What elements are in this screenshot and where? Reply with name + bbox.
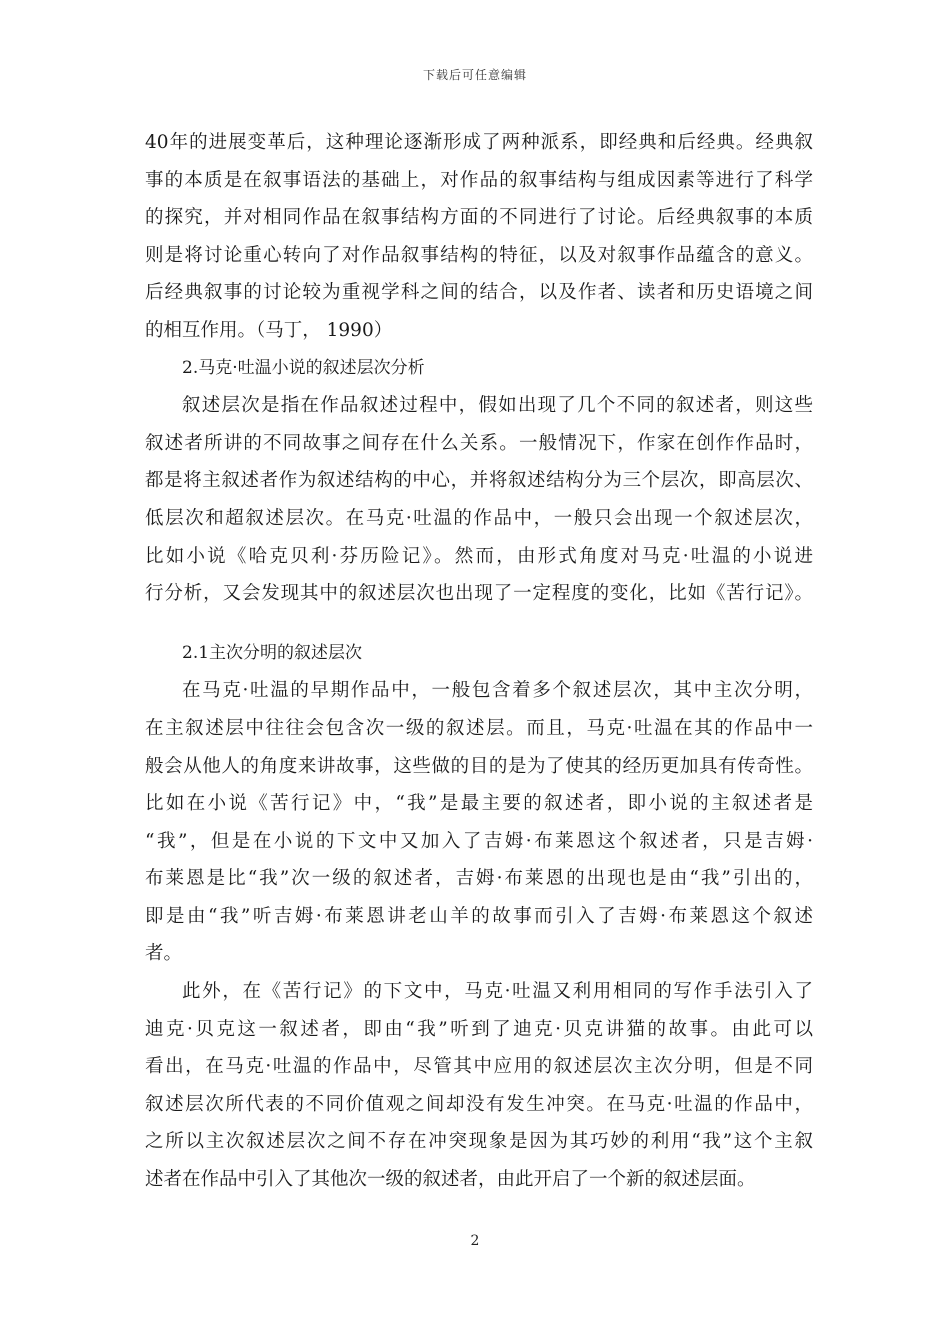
spacer bbox=[145, 613, 813, 635]
page-number: 2 bbox=[470, 1233, 480, 1249]
paragraph-line: 看出，在马克·吐温的作品中，尽管其中应用的叙述层次主次分明，但是不同 bbox=[145, 1056, 813, 1078]
paragraph-line: 比如小说《哈克贝利·芬历险记》。然而，由形式角度对马克·吐温的小说进 bbox=[145, 545, 813, 567]
paragraph-line: 在马克·吐温的早期作品中，一般包含着多个叙述层次，其中主次分明， bbox=[182, 680, 813, 702]
paragraph-line: 事的本质是在叙事语法的基础上，对作品的叙事结构与组成因素等进行了科学 bbox=[145, 169, 813, 191]
paragraph-line: 迪克·贝克这一叙述者，即由“我”听到了迪克·贝克讲猫的故事。由此可以 bbox=[145, 1018, 813, 1040]
paragraph bbox=[145, 973, 813, 1199]
paragraph-line: 布莱恩是比“我”次一级的叙述者，吉姆·布莱恩的出现也是由“我”引出的， bbox=[145, 868, 813, 890]
paragraph-line: 低层次和超叙述层次。在马克·吐温的作品中，一般只会出现一个叙述层次， bbox=[145, 507, 813, 529]
paragraph bbox=[145, 387, 813, 613]
paragraph-line: 之所以主次叙述层次之间不存在冲突现象是因为其巧妙的利用“我”这个主叙 bbox=[145, 1131, 813, 1153]
paragraph-line: 都是将主叙述者作为叙述结构的中心，并将叙述结构分为三个层次，即高层次、 bbox=[145, 470, 813, 492]
paragraph-line: “我”，但是在小说的下文中又加入了吉姆·布莱恩这个叙述者，只是吉姆· bbox=[145, 830, 813, 852]
page-header: 下载后可任意编辑 bbox=[422, 68, 527, 82]
paragraph-line: 行分析，又会发现其中的叙述层次也出现了一定程度的变化，比如《苦行记》。 bbox=[145, 583, 813, 605]
section-heading: 2.马克·吐温小说的叙述层次分析 bbox=[182, 357, 425, 378]
paragraph-line: 的探究，并对相同作品在叙事结构方面的不同进行了讨论。后经典叙事的本质 bbox=[145, 207, 813, 229]
paragraph-line: 叙述者所讲的不同故事之间存在什么关系。一般情况下，作家在创作作品时， bbox=[145, 432, 813, 454]
paragraph-line: 比如在小说《苦行记》中，“我”是最主要的叙述者，即小说的主叙述者是 bbox=[145, 793, 813, 815]
paragraph bbox=[145, 672, 813, 973]
paragraph-line: 者。 bbox=[145, 943, 183, 965]
paragraph-line: 叙述层次是指在作品叙述过程中，假如出现了几个不同的叙述者，则这些 bbox=[182, 395, 813, 417]
paragraph-line: 此外，在《苦行记》的下文中，马克·吐温又利用相同的写作手法引入了 bbox=[182, 981, 813, 1003]
paragraph-line: 述者在作品中引入了其他次一级的叙述者，由此开启了一个新的叙述层面。 bbox=[145, 1169, 756, 1191]
paragraph-line: 则是将讨论重心转向了对作品叙事结构的特征，以及对叙事作品蕴含的意义。 bbox=[145, 244, 813, 266]
body-text bbox=[145, 124, 813, 1199]
paragraph-line: 般会从他人的角度来讲故事，这些做的目的是为了使其的经历更加具有传奇性。 bbox=[145, 755, 813, 777]
paragraph-line: 叙述层次所代表的不同价值观之间却没有发生冲突。在马克·吐温的作品中， bbox=[145, 1093, 813, 1115]
paragraph-line: 40年的进展变革后，这种理论逐渐形成了两种派系，即经典和后经典。经典叙 bbox=[145, 132, 813, 153]
paragraph-line: 后经典叙事的讨论较为重视学科之间的结合，以及作者、读者和历史语境之间 bbox=[145, 282, 813, 304]
paragraph-line: 即是由“我”听吉姆·布莱恩讲老山羊的故事而引入了吉姆·布莱恩这个叙述 bbox=[145, 905, 813, 927]
subsection-heading: 2.1主次分明的叙述层次 bbox=[182, 642, 363, 663]
paragraph-line: 的相互作用。（马丁， 1990） bbox=[145, 319, 393, 341]
paragraph-line: 在主叙述层中往往会包含次一级的叙述层。而且，马克·吐温在其的作品中一 bbox=[145, 717, 813, 739]
paragraph bbox=[145, 124, 813, 350]
